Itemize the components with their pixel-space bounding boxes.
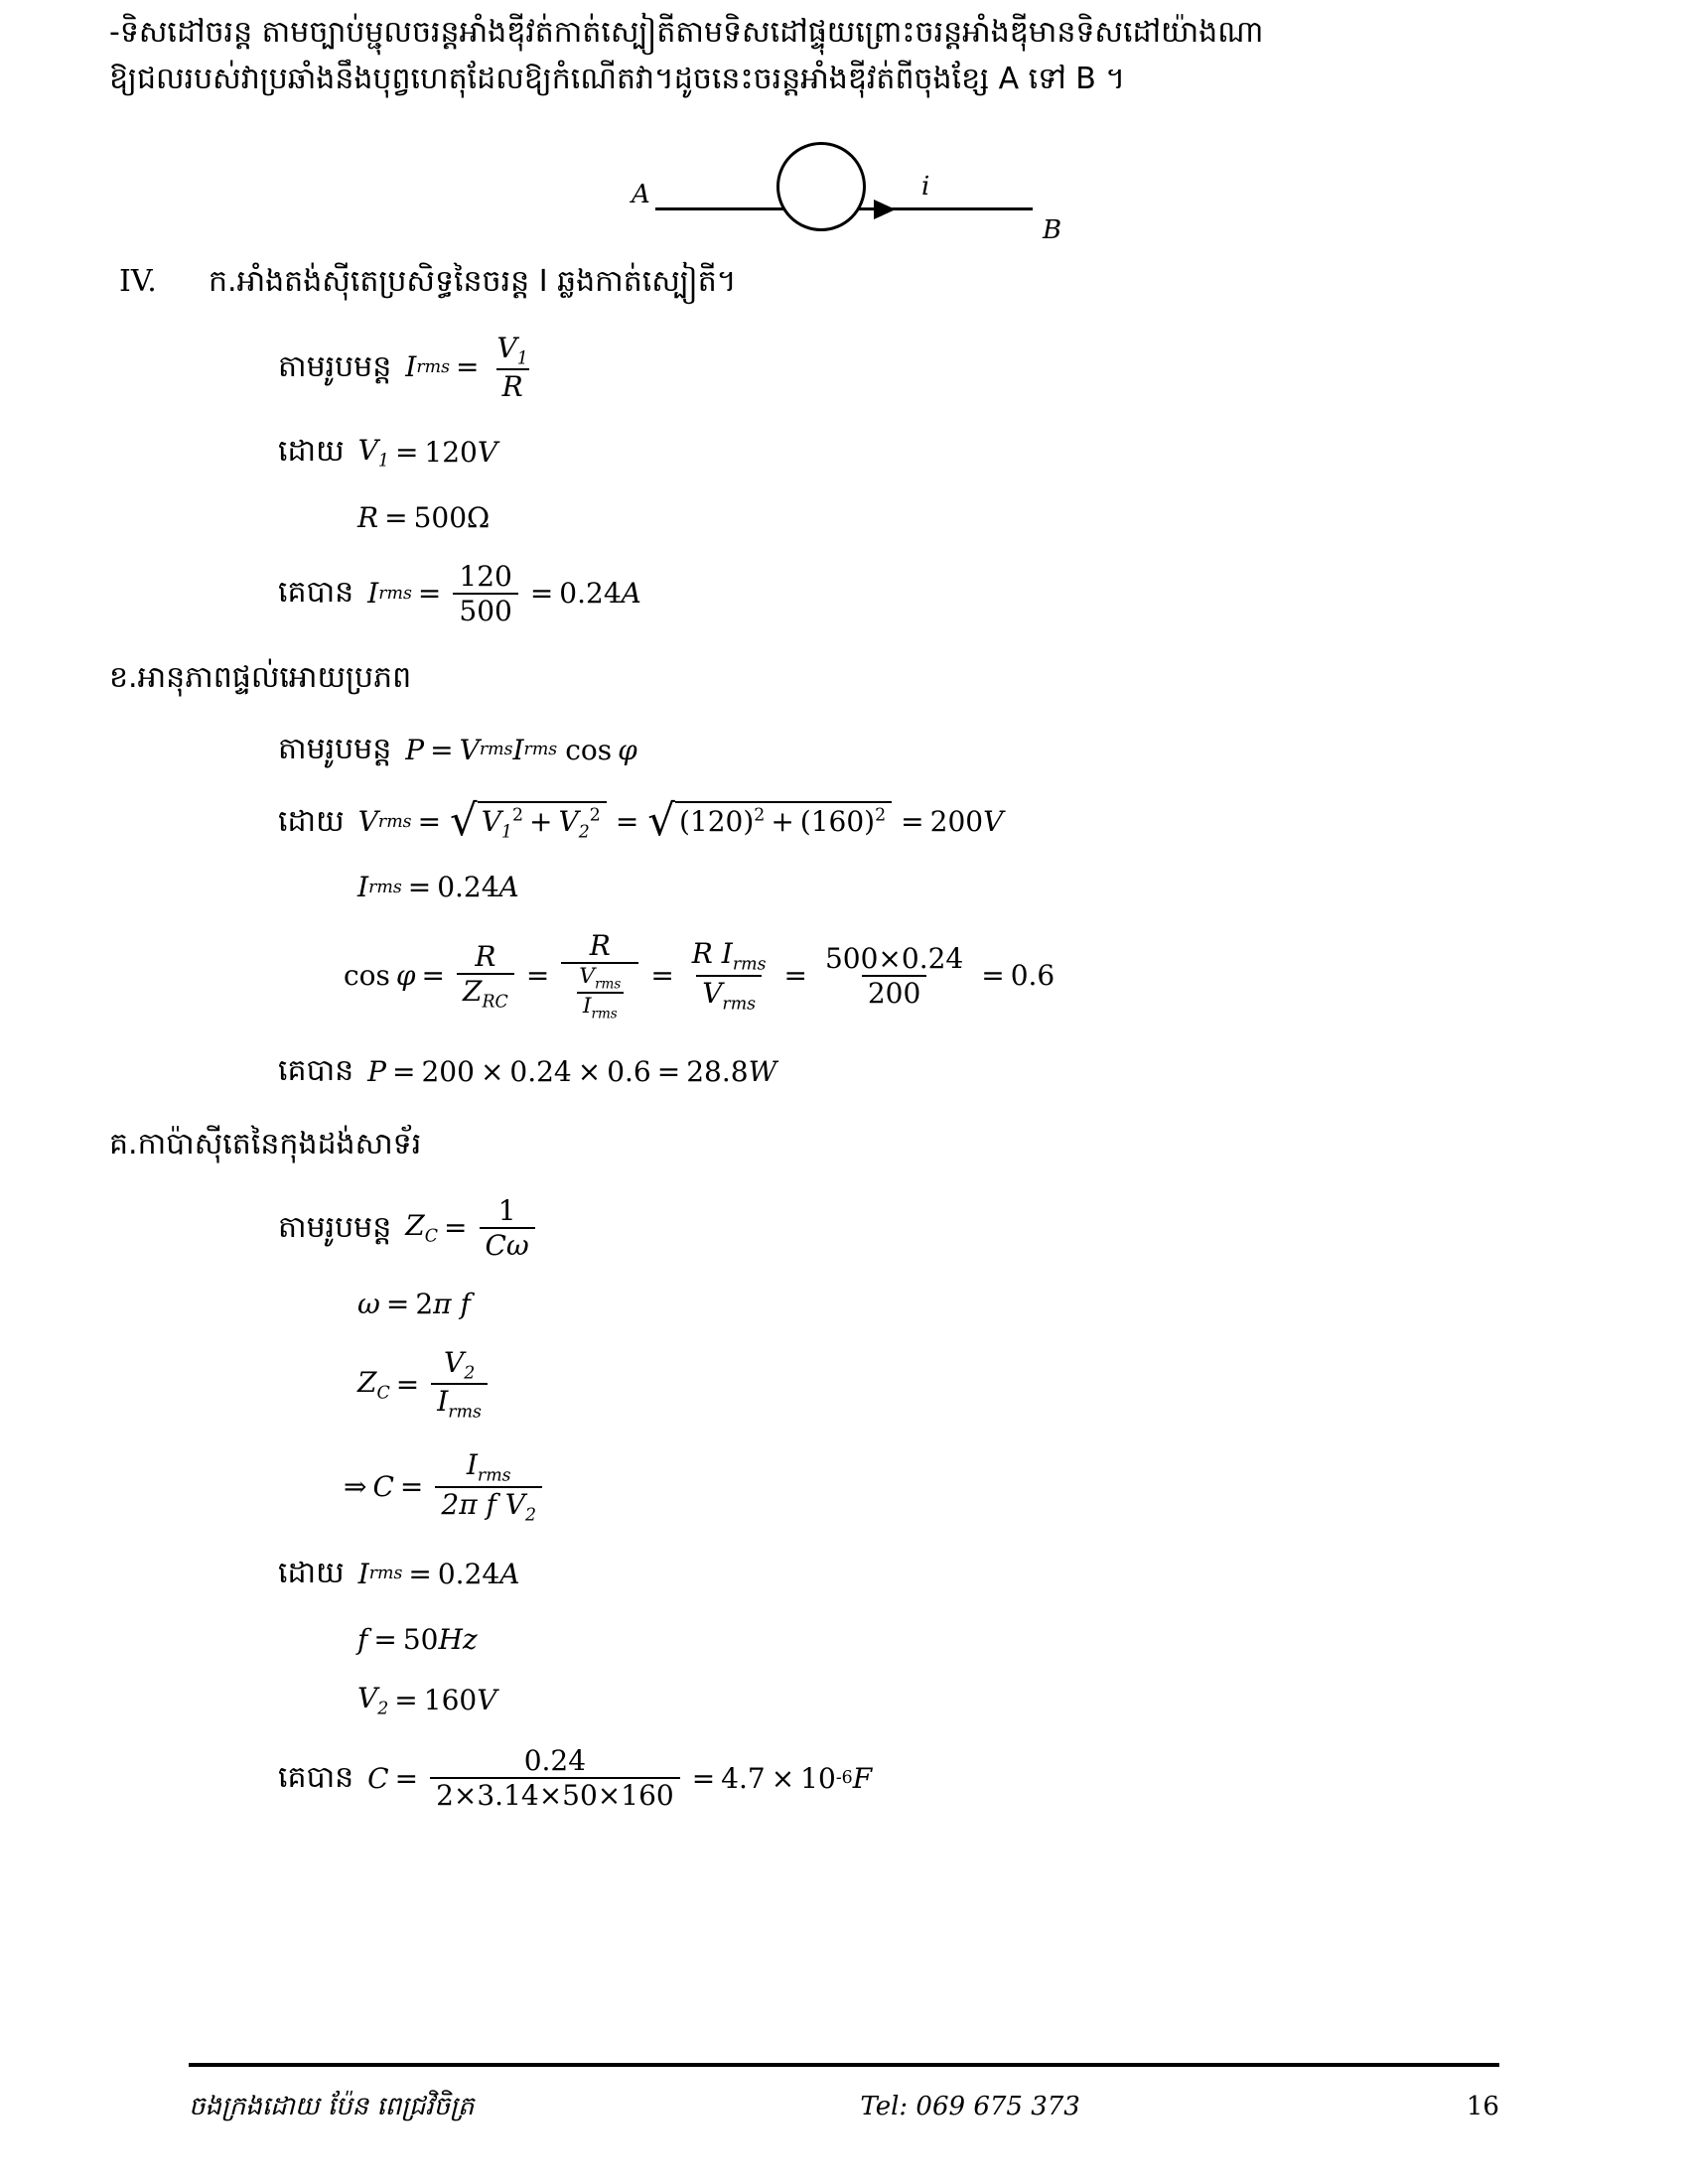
vrms-unit: V [983, 805, 1004, 839]
page-footer [189, 2087, 1499, 2126]
part-b-cos-row [338, 929, 1579, 1023]
part-a-formula: I rms = $\frac{V_1}{R}$ [405, 331, 528, 404]
vrms-v2: 160 [810, 805, 865, 839]
part-b-result-lead: គេបាន [278, 1052, 354, 1088]
part-b-irms-value: 0.24 [437, 871, 499, 904]
part-c-formula: $Z_C$ = $\frac{1}{C\omega}$ [405, 1194, 541, 1262]
vrms-value: 200 [929, 805, 984, 839]
part-a-formula-row [278, 332, 1579, 404]
intro-line-2: ឱ្យជលរបស់វាប្រឆាំងនឹងបុព្វហេតុដែលឱ្យកំណើតវា។ដូចនេះចរន្តអាំងឌុីវត់ពីចុងខ្សែ A ទៅ B ។ [109, 61, 1126, 96]
current-arrow-icon [874, 200, 896, 219]
c-numerator: 0.24 [523, 1744, 587, 1778]
diagram-label-b: B [1043, 215, 1062, 245]
section-number: IV. [119, 264, 157, 299]
part-a-given-v1: $V_1$ = 120 V [357, 433, 498, 472]
diagram-label-a: A [632, 180, 650, 209]
vrms-v1: 120 [689, 805, 744, 839]
intro-paragraph [109, 0, 1579, 102]
part-b-cos: cos φ = $\frac{R}{Z_{RC}}$ = $\frac{R}{\frac{V_{rms}}{I_{rms}}}$ = $\frac{R I_{rms}}{V_{rms}}$ = $\frac{500\times 0.24}{200}$ = 0.6 [344, 929, 1055, 1023]
c-value: 4.7 [721, 1761, 766, 1795]
part-b-irms: I rms = 0.24 A [357, 871, 519, 904]
part-c-implies-row [338, 1448, 1579, 1525]
part-c-given-irms: I rms = 0.24 A [357, 1557, 520, 1590]
part-c-formula-lead: តាមរូបមន្ត [278, 1209, 392, 1245]
part-c-zc-row [357, 1346, 1579, 1423]
footer-author: ចងក្រងដោយ ប៉ែន ពេជ្រវិចិត្រ [189, 2091, 475, 2121]
part-b-irms-row [357, 871, 1579, 903]
part-b-heading: ខ.អានុភាពផ្ទល់អោយប្រភព [109, 659, 412, 695]
cos-denominator: 200 [862, 975, 926, 1010]
intro-line-1: -ទិសដៅចរន្ត តាមច្បាប់ម្ជុលចរន្តអាំងឌុីវត់កាត់ស្បៀតីតាមទិសដៅផ្ទុយព្រោះចរន្តអាំងឌុីមានទិសដៅយ៉ាងណា [109, 15, 1264, 50]
v1-value: 120 [424, 435, 478, 469]
r-value: 500 [413, 500, 468, 534]
part-c-result: C = $\frac{0.24}{2\times 3.14\times 50\times 160}$ = 4.7 × 10 -6 F [367, 1744, 873, 1813]
v2-value: 160 [423, 1683, 478, 1716]
c-denominator: 2×3.14×50×160 [430, 1777, 680, 1812]
part-a-result-lead: គេបាន [278, 575, 354, 611]
part-b-result-row [278, 1048, 1579, 1095]
part-c-given-f: f = 50 Hz [357, 1622, 478, 1656]
part-c-given-lead: ដោយ [278, 1556, 345, 1591]
part-a-formula-lead: តាមរូបមន្ត [278, 348, 392, 384]
irms-unit: A [621, 577, 641, 611]
result-denominator: 500 [453, 593, 517, 627]
c-unit: F [852, 1761, 873, 1795]
part-c-zc: $Z_C$ = $\frac{V_2}{I_{rms}}$ [357, 1346, 493, 1423]
part-c-omega-row [357, 1288, 1579, 1320]
section-title: ក.អាំងតង់ស៊ីតេប្រសិទ្ធនៃចរន្ត I ឆ្លងកាត់ស្បៀតី។ [209, 264, 737, 299]
cos-value: 0.6 [1010, 959, 1055, 993]
part-a-result: I rms = $\frac{120}{500}$ = 0.24 A [367, 559, 641, 627]
part-a-given-lead: ដោយ [278, 434, 345, 470]
part-a-given-r: R = 500 Ω [357, 500, 491, 534]
loop-coil-icon [776, 142, 866, 231]
f-unit: Hz [438, 1622, 478, 1656]
section-heading [109, 259, 1579, 306]
part-c-result-lead: គេបាន [278, 1760, 354, 1796]
diagram-label-i: i [921, 172, 930, 202]
irms-value: 0.24 [559, 577, 622, 611]
page-number: 16 [1466, 2091, 1499, 2121]
footer-telephone: Tel: 069 675 373 [860, 2091, 1080, 2121]
v1-unit: V [477, 435, 498, 469]
r-unit: Ω [467, 500, 491, 534]
part-a-given-v1-row [278, 429, 1579, 476]
result-numerator: 120 [459, 559, 512, 593]
part-c-implies: ⇒ C = $\frac{I_{rms}}{2\pi f V_2}$ [338, 1448, 548, 1525]
part-c-result-row [278, 1744, 1579, 1812]
part-b-formula: P = V rms I rms cos φ [405, 733, 637, 766]
part-c-formula-row [278, 1194, 1579, 1262]
part-a-given-r-row [357, 501, 1579, 534]
power-value: 28.8 [686, 1054, 749, 1088]
part-b-given-lead: ដោយ [278, 803, 345, 839]
part-c-omega: ω = 2 π f [357, 1287, 471, 1320]
part-b-result: P = 200 × 0.24 × 0.6 = 28.8 W [367, 1054, 777, 1088]
part-b-formula-lead: តាមរូបមន្ត [278, 732, 392, 767]
cos-numerator: 500×0.24 [824, 941, 964, 975]
part-c-given-f-row [357, 1623, 1579, 1656]
v2-unit: V [477, 1683, 497, 1716]
part-c-given-v2: $V_2$ = 160 V [357, 1681, 497, 1719]
part-b-vrms-row [278, 796, 1579, 847]
part-c-given-irms-row [278, 1551, 1579, 1597]
part-a-result-row [278, 560, 1579, 627]
part-c-given-v2-row [357, 1682, 1579, 1719]
f-value: 50 [402, 1622, 439, 1656]
part-b-irms-unit: A [498, 871, 519, 904]
c-exponent: -6 [835, 1768, 853, 1789]
part-c-heading: គ.កាប៉ាស៊ីតេនៃកុងដង់សាទ័រ [109, 1127, 422, 1162]
power-unit: W [748, 1054, 777, 1088]
part-b-vrms: V rms = √ $V_1^2 + V_2^2$ = √ $(120)^2 + (160)^2$ = 200 V [357, 796, 1004, 847]
circuit-diagram [109, 120, 1579, 245]
footer-divider [189, 2063, 1499, 2067]
part-b-formula-row [278, 727, 1579, 773]
